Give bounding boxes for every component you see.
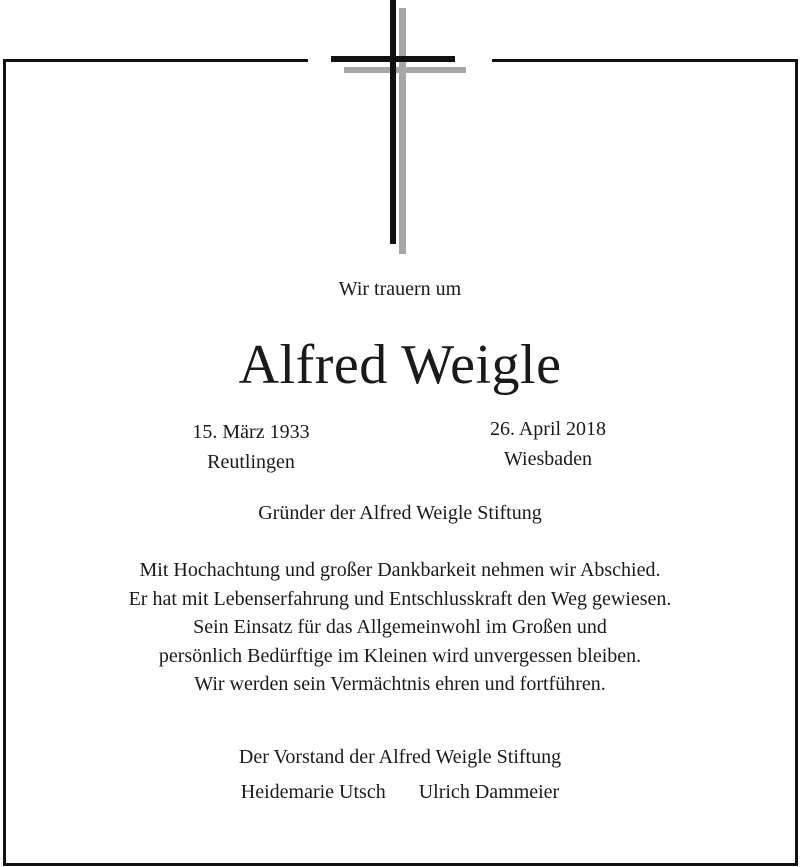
intro-text: Wir trauern um: [338, 278, 462, 300]
birth-info: [121, 417, 381, 477]
birth-place: Reutlingen: [207, 451, 295, 473]
tribute-message: [0, 556, 800, 699]
message-line: Er hat mit Lebenserfahrung und Entschlusskraft den Weg gewiesen.: [128, 587, 672, 610]
role-text: Gründer der Alfred Weigle Stiftung: [258, 502, 542, 524]
message-line: Sein Einsatz für das Allgemeinwohl im Großen und: [193, 616, 607, 638]
cross-horizontal: [331, 56, 455, 62]
cross-vertical: [390, 0, 396, 244]
signer-name: Ulrich Dammeier: [418, 781, 560, 803]
board-signature: Der Vorstand der Alfred Weigle Stiftung: [238, 746, 562, 768]
death-date: 26. April 2018: [489, 418, 607, 440]
cross-shadow-horizontal: [344, 67, 466, 73]
deceased-name: Alfred Weigle: [238, 334, 562, 396]
message-line: Mit Hochachtung und großer Dankbarkeit nehmen wir Abschied.: [139, 559, 661, 581]
signers: [0, 781, 800, 804]
message-line: persönlich Bedürftige im Kleinen wird unvergessen bleiben.: [158, 644, 642, 667]
death-place: Wiesbaden: [503, 448, 593, 470]
death-info: [418, 414, 678, 474]
signer-name: Heidemarie Utsch: [240, 781, 386, 803]
message-line: Wir werden sein Vermächtnis ehren und fortführen.: [194, 673, 606, 695]
birth-date: 15. März 1933: [192, 421, 310, 443]
cross-shadow-vertical: [399, 8, 406, 254]
